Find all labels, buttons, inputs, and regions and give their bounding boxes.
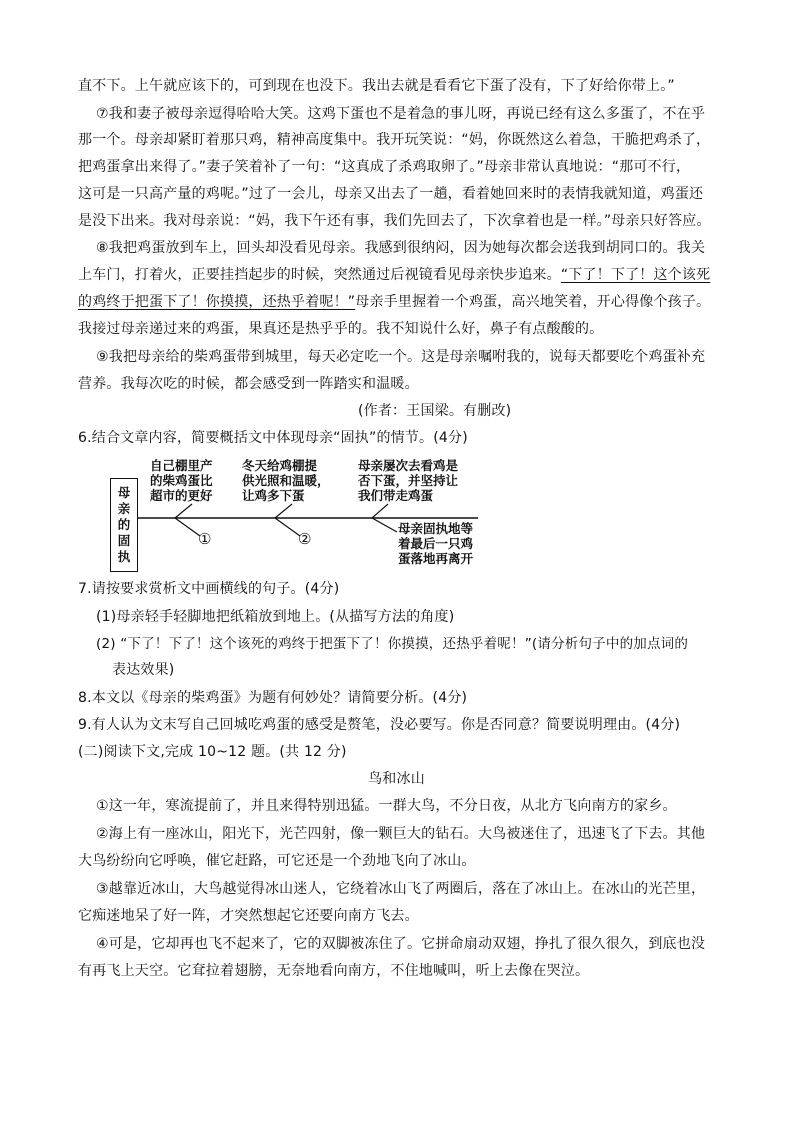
story-paragraph-4: ④可是，它却再也飞不起来了，它的双脚被冻住了。它拼命扇动双翅，挣扎了很久很久，到底也没 xyxy=(96,936,706,952)
branch-line xyxy=(175,504,192,518)
question-8: 8.本文以《母亲的柴鸡蛋》为题有何妙处？请简要分析。(4分) xyxy=(78,690,468,706)
paragraph-line: 它痴迷地呆了好一阵，才突然想起它还要向南方飞去。 xyxy=(78,908,419,924)
branch-text: 让鸡多下蛋 xyxy=(242,488,305,503)
branch-text: 自己棚里产 xyxy=(150,458,213,473)
branch-line xyxy=(372,518,397,532)
branch-text: 我们带走鸡蛋 xyxy=(358,488,434,503)
author-note: (作者：王国梁。有删改) xyxy=(358,403,512,419)
branch-text: 母亲屡次去看鸡是 xyxy=(358,458,459,473)
top-branch-3 xyxy=(358,458,458,503)
box-char: 亲 xyxy=(117,501,131,516)
paragraph-line: 把鸡蛋拿出来得了。”妻子笑着补了一句：“这真成了杀鸡取卵了。”母亲非常认真地说：“那可不行， xyxy=(78,159,691,175)
box-char: 执 xyxy=(117,549,131,564)
story-paragraph-1: ①这一年，寒流提前了，并且来得特别迅猛。一群大鸟，不分日夜，从北方飞向南方的家乡。 xyxy=(96,798,677,814)
paragraph-line: 这可是一只高产量的鸡呢。”过了一会儿，母亲又出去了一趟，看着她回来时的表情我就知道，鸡蛋还 xyxy=(78,186,704,202)
paragraph-text: 上车门，打着火，正要挂挡起步的时候，突然通过后视镜看见母亲快步追来。 xyxy=(78,267,561,283)
section-2-heading: (二)阅读下文,完成 10~12 题。(共 12 分) xyxy=(78,744,347,760)
story-paragraph-2: ②海上有一座冰山，阳光下，光芒四射，像一颗巨大的钻石。大鸟被迷住了，迅速飞了下去。其他 xyxy=(96,826,706,842)
branch-text: 供光照和温暖， xyxy=(242,473,330,488)
branch-text: 否下蛋，并坚持让 xyxy=(358,473,459,488)
box-char: 的 xyxy=(117,517,131,532)
paragraph-line: 我接过母亲递过来的鸡蛋，果真还是热乎乎的。我不知说什么好，鼻子有点酸酸的。 xyxy=(78,321,604,337)
branch-text: 冬天给鸡棚提 xyxy=(242,458,318,473)
paragraph-line xyxy=(78,267,718,283)
paragraph-line: 是没下出来。我对母亲说：“妈，我下午还有事，我们先回去了，下次拿着也是一样。”母亲只好答应。 xyxy=(78,213,711,229)
bottom-branch-3 xyxy=(398,521,473,566)
question-6: 6.结合文章内容，简要概括文中体现母亲“固执”的情节。(4分) xyxy=(78,430,468,446)
branch-line xyxy=(275,518,300,536)
box-char: 固 xyxy=(117,533,131,548)
story-title: 鸟和冰山 xyxy=(368,771,425,787)
paragraph-line: 大鸟纷纷向它呼唤，催它赶路，可它还是一个劲地飞向了冰山。 xyxy=(78,853,476,869)
blank-2-marker: ② xyxy=(298,530,312,548)
branch-text: 着最后一只鸡 xyxy=(398,536,474,551)
branch-text: 蛋落地再离开 xyxy=(398,551,474,566)
blank-1-marker: ① xyxy=(198,530,212,548)
fishbone-diagram xyxy=(110,458,490,573)
branch-text: 母亲固执地等 xyxy=(398,521,474,536)
question-7-2-cont: 表达效果) xyxy=(112,662,175,678)
paragraph-line: 直不下。上午就应该下的，可到现在也没下。我出去就是看看它下蛋了没有，下了好给你带上。” xyxy=(78,78,675,94)
paragraph-8: ⑧我把鸡蛋放到车上，回头却没看见母亲。我感到很纳闷，因为她每次都会送我到胡同口的。我关 xyxy=(96,240,706,256)
branch-line xyxy=(275,504,292,518)
branch-line xyxy=(175,518,200,536)
question-9: 9.有人认为文末写自己回城吃鸡蛋的感受是赘笔，没必要写。你是否同意？简要说明理由。(4分) xyxy=(78,717,681,733)
branch-text: 的柴鸡蛋比 xyxy=(150,473,213,488)
top-branch-1 xyxy=(150,458,213,503)
paragraph-line xyxy=(78,294,718,310)
paragraph-line: 营养。我每次吃的时候，都会感受到一阵踏实和温暖。 xyxy=(78,376,419,392)
underlined-sentence: “下了！下了！这个该死 xyxy=(560,267,711,283)
paragraph-9: ⑨我把母亲给的柴鸡蛋带到城里，每天必定吃一个。这是母亲嘱咐我的，说每天都要吃个鸡蛋补充 xyxy=(96,349,706,365)
question-7-2: (2) “下了！下了！这个该死的鸡终于把蛋下了！你摸摸，还热乎着呢！”(请分析句子中的加点词的 xyxy=(96,636,689,652)
top-branch-2 xyxy=(242,458,330,503)
paragraph-7: ⑦我和妻子被母亲逗得哈哈大笑。这鸡下蛋也不是着急的事儿呀，再说已经有这么多蛋了，不在乎 xyxy=(96,106,706,122)
paragraph-line: 那一个。母亲却紧盯着那只鸡，精神高度集中。我开玩笑说：“妈，你既然这么着急，干脆把鸡杀了， xyxy=(78,132,711,148)
box-char: 母 xyxy=(117,485,131,500)
question-7: 7.请按要求赏析文中画横线的句子。(4分) xyxy=(78,581,340,597)
question-7-1: (1)母亲轻手轻脚地把纸箱放到地上。(从描写方法的角度) xyxy=(96,609,455,625)
story-paragraph-3: ③越靠近冰山，大鸟越觉得冰山迷人，它绕着冰山飞了两圈后，落在了冰山上。在冰山的光芒里， xyxy=(96,881,706,897)
branch-line xyxy=(372,504,388,518)
underlined-sentence: 的鸡终于把蛋下了！你摸摸，还热乎着呢！” xyxy=(78,294,356,310)
branch-text: 超市的更好 xyxy=(150,488,213,503)
paragraph-text: 母亲手里握着一个鸡蛋，高兴地笑着，开心得像个孩子。 xyxy=(355,294,711,310)
paragraph-line: 有再飞上天空。它耷拉着翅膀，无奈地看向南方，不住地喊叫，听上去像在哭泣。 xyxy=(78,963,590,979)
